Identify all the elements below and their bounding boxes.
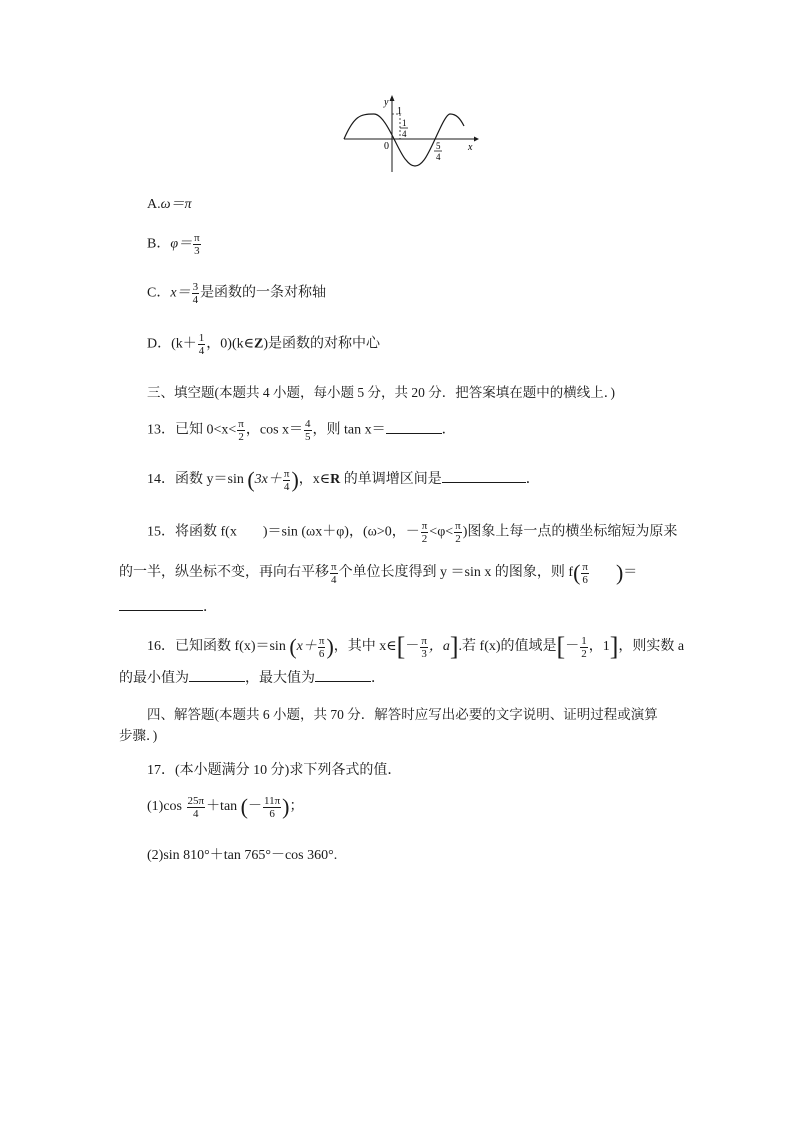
label-one: 1: [397, 106, 402, 117]
answer-blank-min[interactable]: [189, 669, 245, 682]
label-quarter-den: 4: [402, 129, 407, 139]
x-axis-arrow: [474, 137, 479, 142]
fraction: $\frac{11\pi}{6}$: [264, 794, 281, 820]
sine-graph: [340, 92, 480, 176]
fraction: $\frac{\pi}{3}$: [421, 634, 427, 660]
section-3-title: 三、填空题(本题共 4 小题，每小题 5 分，共 20 分．把答案填在题中的横线上．): [147, 385, 615, 400]
question-15-line-2: 的一半，纵坐标不变，再向右平移 $\frac{\pi}{4}$ 个单位长度得到 y ＝sin x 的图象，则 f( $\frac{\pi}{6}$ )＝: [119, 560, 638, 586]
fraction: $\frac{\pi}{6}$: [582, 560, 588, 586]
y-axis-arrow: [390, 95, 395, 101]
fraction: $\frac{\pi}{4}$: [283, 467, 290, 493]
option-b: B．φ＝ $\frac{\pi}{3}$: [147, 232, 200, 257]
question-17-title: 17．(本小题满分 10 分)求下列各式的值．: [147, 763, 402, 778]
fraction: $\frac{\pi}{2}$: [421, 520, 428, 545]
section-4-title-line-1: 四、解答题(本题共 6 小题，共 70 分．解答时应写出必要的文字说明、证明过程或演算: [147, 707, 658, 722]
question-17-part-1: (1)cos $\frac{25\pi}{4}$ ＋tan (－ $\frac{11\pi}{6}$ )；: [147, 794, 304, 820]
fraction: $\frac{1}{4}$: [198, 332, 205, 357]
question-13: 13．已知 0<x< $\frac{\pi}{2}$ ，cos x＝ $\frac{4}{5}$ ，则 tan x＝ ．: [147, 418, 456, 443]
answer-blank-max[interactable]: [315, 669, 371, 682]
answer-blank[interactable]: [119, 598, 203, 611]
answer-blank[interactable]: [386, 421, 442, 434]
fraction: $\frac{\pi}{4}$: [331, 560, 337, 586]
answer-blank[interactable]: [442, 470, 526, 483]
fraction: $\frac{25\pi}{4}$: [187, 794, 205, 820]
label-five-quarter-num: 5: [436, 141, 441, 151]
label-y: y: [384, 97, 389, 108]
question-16-line-2: 的最小值为 ，最大值为 ．: [119, 671, 385, 686]
section-4-title-line-2: 步骤．): [119, 728, 158, 743]
fraction: $\frac{4}{5}$: [305, 418, 311, 443]
label-x: x: [468, 142, 473, 153]
fraction: $\frac{3}{4}$: [192, 281, 199, 306]
option-c: C．x＝ $\frac{3}{4}$ 是函数的一条对称轴: [147, 281, 327, 306]
option-d: D．(k＋ $\frac{1}{4}$ ，0)(k∈Z)是函数的对称中心: [147, 332, 380, 357]
fraction: $\frac{\pi}{3}$: [194, 232, 200, 257]
label-origin: 0: [384, 141, 389, 152]
question-15-line-3: ．: [119, 596, 217, 616]
fraction: $\frac{\pi}{2}$: [455, 520, 461, 545]
fraction: $\frac{\pi}{6}$: [318, 634, 325, 660]
question-17-part-2: (2)sin 810°＋tan 765°－cos 360°.: [147, 848, 338, 863]
fraction: $\frac{1}{2}$: [581, 634, 587, 660]
question-15-line-1: 15．将函数 f(x )＝sin (ωx＋φ)，(ω>0，－ $\frac{\pi}{2}$ <φ< $\frac{\pi}{2}$ )图象上每一点的横坐标缩短为原来: [147, 520, 678, 545]
fraction: $\frac{\pi}{2}$: [238, 418, 244, 443]
option-a: A.ω＝π: [147, 197, 192, 212]
label-five-quarter-den: 4: [436, 152, 441, 162]
label-quarter-num: 1: [402, 118, 407, 128]
question-14: 14．函数 y＝sin (3x＋ $\frac{\pi}{4}$ )，x∈R 的单调增区间是 ．: [147, 467, 540, 493]
question-16-line-1: 16．已知函数 f(x)＝sin (x＋ $\frac{\pi}{6}$ )，其中 x∈[－ $\frac{\pi}{3}$ ，a].若 f(x)的值域是[－ $\frac{1}{2}$ ，1]，则实数 a: [147, 632, 685, 661]
